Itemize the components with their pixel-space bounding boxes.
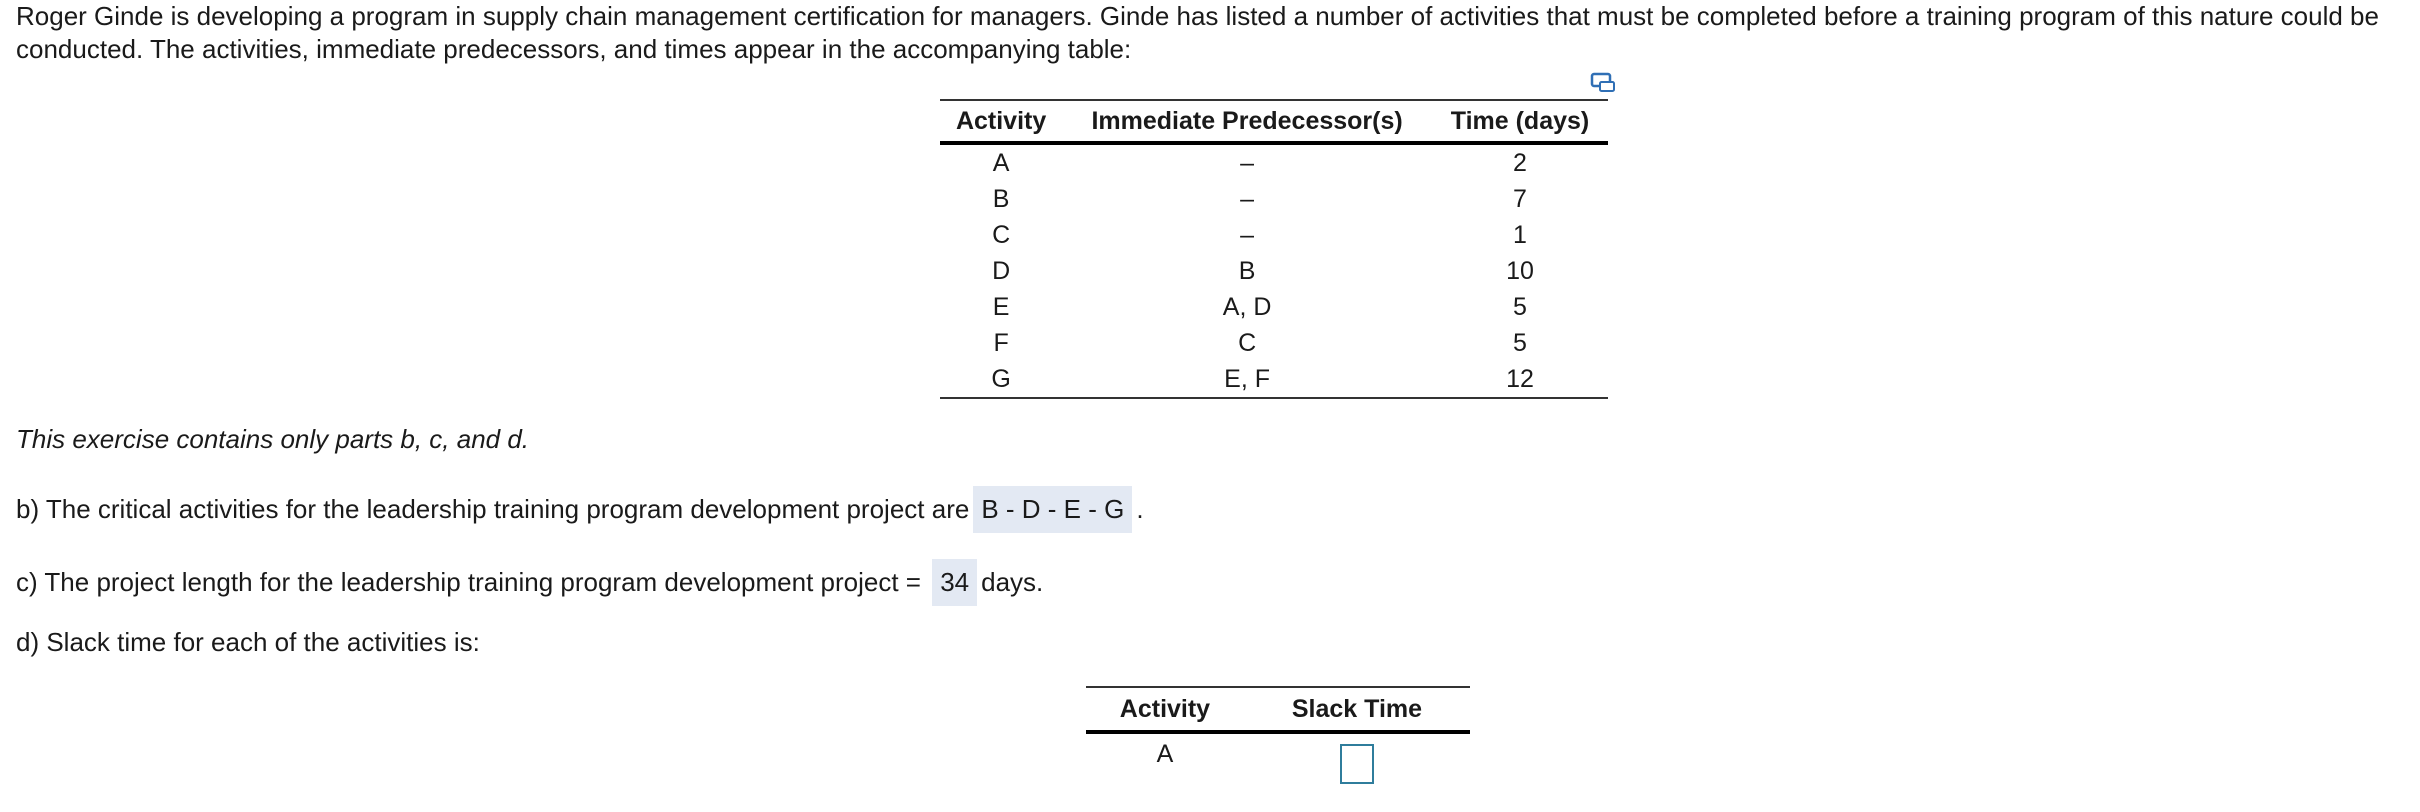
slack-cell-activity: A <box>1156 740 1174 768</box>
part-b-suffix: . <box>1136 494 1144 524</box>
cell-activity: E <box>992 292 1010 321</box>
cell-time: 2 <box>1513 148 1527 177</box>
table-row <box>940 143 1608 181</box>
part-b <box>16 486 1144 533</box>
cell-activity: C <box>992 220 1011 249</box>
exercise-note: This exercise contains only parts b, c, and d. <box>16 424 530 454</box>
part-c <box>16 559 1043 606</box>
table-row <box>1086 732 1470 792</box>
table-row <box>940 289 1608 325</box>
table-row <box>940 325 1608 361</box>
cell-time: 1 <box>1513 220 1527 249</box>
part-c-suffix: days. <box>981 567 1044 597</box>
cell-predecessors: C <box>1238 328 1257 357</box>
cell-predecessors: – <box>1240 220 1255 249</box>
cell-time: 10 <box>1506 256 1534 285</box>
header-time: Time (days) <box>1432 100 1608 143</box>
slack-table-header <box>1086 687 1470 732</box>
copy-icon[interactable] <box>1590 72 1616 94</box>
cell-activity: F <box>993 328 1009 357</box>
problem-statement: Roger Ginde is developing a program in supply chain management certification for managers. Ginde has listed a number of activities that must be completed before a training program of this nature could be conducted. The activities, immediate predecessors, and times appear in the accompanying table: <box>16 1 2379 64</box>
header-activity: Activity <box>940 100 1062 143</box>
slack-table <box>1086 686 1470 792</box>
part-d-prompt: d) Slack time for each of the activities is: <box>16 627 480 657</box>
cell-predecessors: – <box>1240 148 1255 177</box>
critical-path-answer[interactable]: B - D - E - G <box>973 486 1132 533</box>
slack-cell-input <box>1244 732 1470 792</box>
part-c-prompt: c) The project length for the leadership training program development project = <box>16 567 921 597</box>
cell-activity: D <box>992 256 1011 285</box>
part-b-prompt: b) The critical activities for the leadership training program development project are <box>16 494 970 524</box>
cell-time: 5 <box>1513 292 1527 321</box>
cell-predecessors: B <box>1238 256 1256 285</box>
cell-activity: A <box>992 148 1010 177</box>
activity-table-header <box>940 100 1608 143</box>
cell-activity: B <box>992 184 1010 213</box>
slack-time-input[interactable] <box>1340 744 1374 784</box>
cell-time: 12 <box>1432 361 1608 398</box>
cell-predecessors: – <box>1240 184 1255 213</box>
header-slack-time: Slack Time <box>1244 687 1470 732</box>
cell-predecessors: E, F <box>1062 361 1432 398</box>
header-predecessors: Immediate Predecessor(s) <box>1062 100 1432 143</box>
header-slack-activity: Activity <box>1086 687 1244 732</box>
cell-predecessors: A, D <box>1222 292 1272 321</box>
cell-time: 5 <box>1513 328 1527 357</box>
project-length-answer[interactable]: 34 <box>932 559 977 606</box>
table-row <box>940 361 1608 398</box>
activity-table <box>940 99 1608 399</box>
cell-activity: G <box>940 361 1062 398</box>
table-row <box>940 181 1608 217</box>
cell-time: 7 <box>1513 184 1527 213</box>
table-row <box>940 253 1608 289</box>
table-row <box>940 217 1608 253</box>
